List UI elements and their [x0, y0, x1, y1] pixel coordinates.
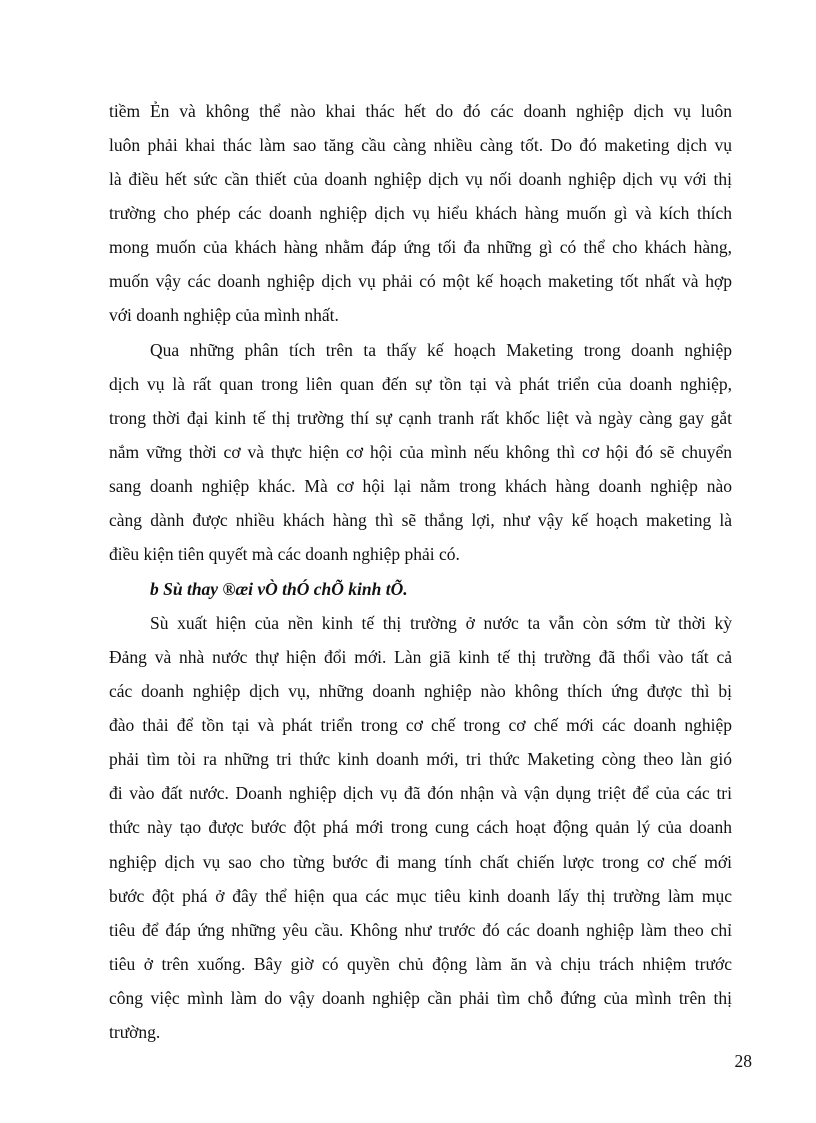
- paragraph-line: đào thải để tồn tại và phát triển trong cơ chế trong cơ chế mới các doanh nghiệp: [109, 715, 732, 735]
- paragraph-line: Sù xuất hiện của nền kinh tế thị trường ở nước ta vẫn còn sớm từ thời kỳ: [150, 613, 732, 633]
- paragraph-line: trường.: [109, 1022, 161, 1042]
- paragraph-line: nghiệp dịch vụ sao cho từng bước đi mang tính chất chiến lược trong cơ chế mới: [109, 852, 732, 872]
- paragraph-line: dịch vụ là rất quan trong liên quan đến sự tồn tại và phát triển của doanh nghiệp,: [109, 374, 732, 394]
- paragraph-line: sang doanh nghiệp khác. Mà cơ hội lại nằm trong khách hàng doanh nghiệp nào: [109, 476, 732, 496]
- paragraph-line: tiêu ở trên xuống. Bây giờ có quyền chủ động làm ăn và chịu trách nhiệm trước: [109, 954, 732, 974]
- paragraph-line: bước đột phá ở đây thể hiện qua các mục tiêu kinh doanh lấy thị trường làm mục: [109, 886, 732, 906]
- paragraph-line: muốn vậy các doanh nghiệp dịch vụ phải có một kế hoạch maketing tốt nhất và hợp: [109, 271, 732, 291]
- paragraph-line: đi vào đất nước. Doanh nghiệp dịch vụ đã đón nhận và vận dụng triệt để của các tri: [109, 783, 732, 803]
- paragraph-line: Qua những phân tích trên ta thấy kế hoạch Maketing trong doanh nghiệp: [150, 340, 732, 360]
- paragraph-line: với doanh nghiệp của mình nhất.: [109, 305, 339, 325]
- paragraph-line: Đảng và nhà nước thự hiện đổi mới. Làn giã kinh tế thị trường đã thổi vào tất cả: [109, 647, 732, 667]
- paragraph-line: tiêu để đáp ứng những yêu cầu. Không như trước đó các doanh nghiệp làm theo chỉ: [109, 920, 732, 940]
- paragraph-line: luôn phải khai thác làm sao tăng cầu càng nhiều càng tốt. Do đó maketing dịch vụ: [109, 135, 732, 155]
- paragraph-line: điều kiện tiên quyết mà các doanh nghiệp phải có.: [109, 544, 460, 564]
- paragraph-line: phải tìm tòi ra những tri thức kinh doanh mới, tri thức Maketing còng theo làn gió: [109, 749, 732, 769]
- paragraph-line: trong thời đại kinh tế thị trường thí sự cạnh tranh rất khốc liệt và ngày càng gay gắt: [109, 408, 732, 428]
- paragraph-line: các doanh nghiệp dịch vụ, những doanh nghiệp nào không thích ứng được thì bị: [109, 681, 732, 701]
- paragraph-line: nắm vững thời cơ và thực hiện cơ hội của mình nếu không thì cơ hội đó sẽ chuyển: [109, 442, 732, 462]
- paragraph-line: càng dành được nhiều khách hàng thì sẽ thắng lợi, như vậy kế hoạch maketing là: [109, 510, 732, 530]
- paragraph-line: mong muốn của khách hàng nhằm đáp ứng tối đa những gì có thể cho khách hàng,: [109, 237, 732, 257]
- paragraph-line: tiềm Ẻn và không thể nào khai thác hết do đó các doanh nghiệp dịch vụ luôn: [109, 101, 732, 121]
- page-number: 28: [734, 1051, 752, 1071]
- paragraph-line: trường cho phép các doanh nghiệp dịch vụ hiểu khách hàng muốn gì và kích thích: [109, 203, 732, 223]
- section-heading: b Sù thay ®æi vÒ thÓ chÕ kinh tÕ.: [150, 579, 408, 599]
- paragraph-line: là điều hết sức cần thiết của doanh nghiệp dịch vụ nối doanh nghiệp dịch vụ với thị: [109, 169, 732, 189]
- paragraph-line: thức này tạo được bước đột phá mới trong cung cách hoạt động quản lý của doanh: [109, 817, 732, 837]
- paragraph-line: công việc mình làm do vậy doanh nghiệp cần phải tìm chỗ đứng của mình trên thị: [109, 988, 732, 1008]
